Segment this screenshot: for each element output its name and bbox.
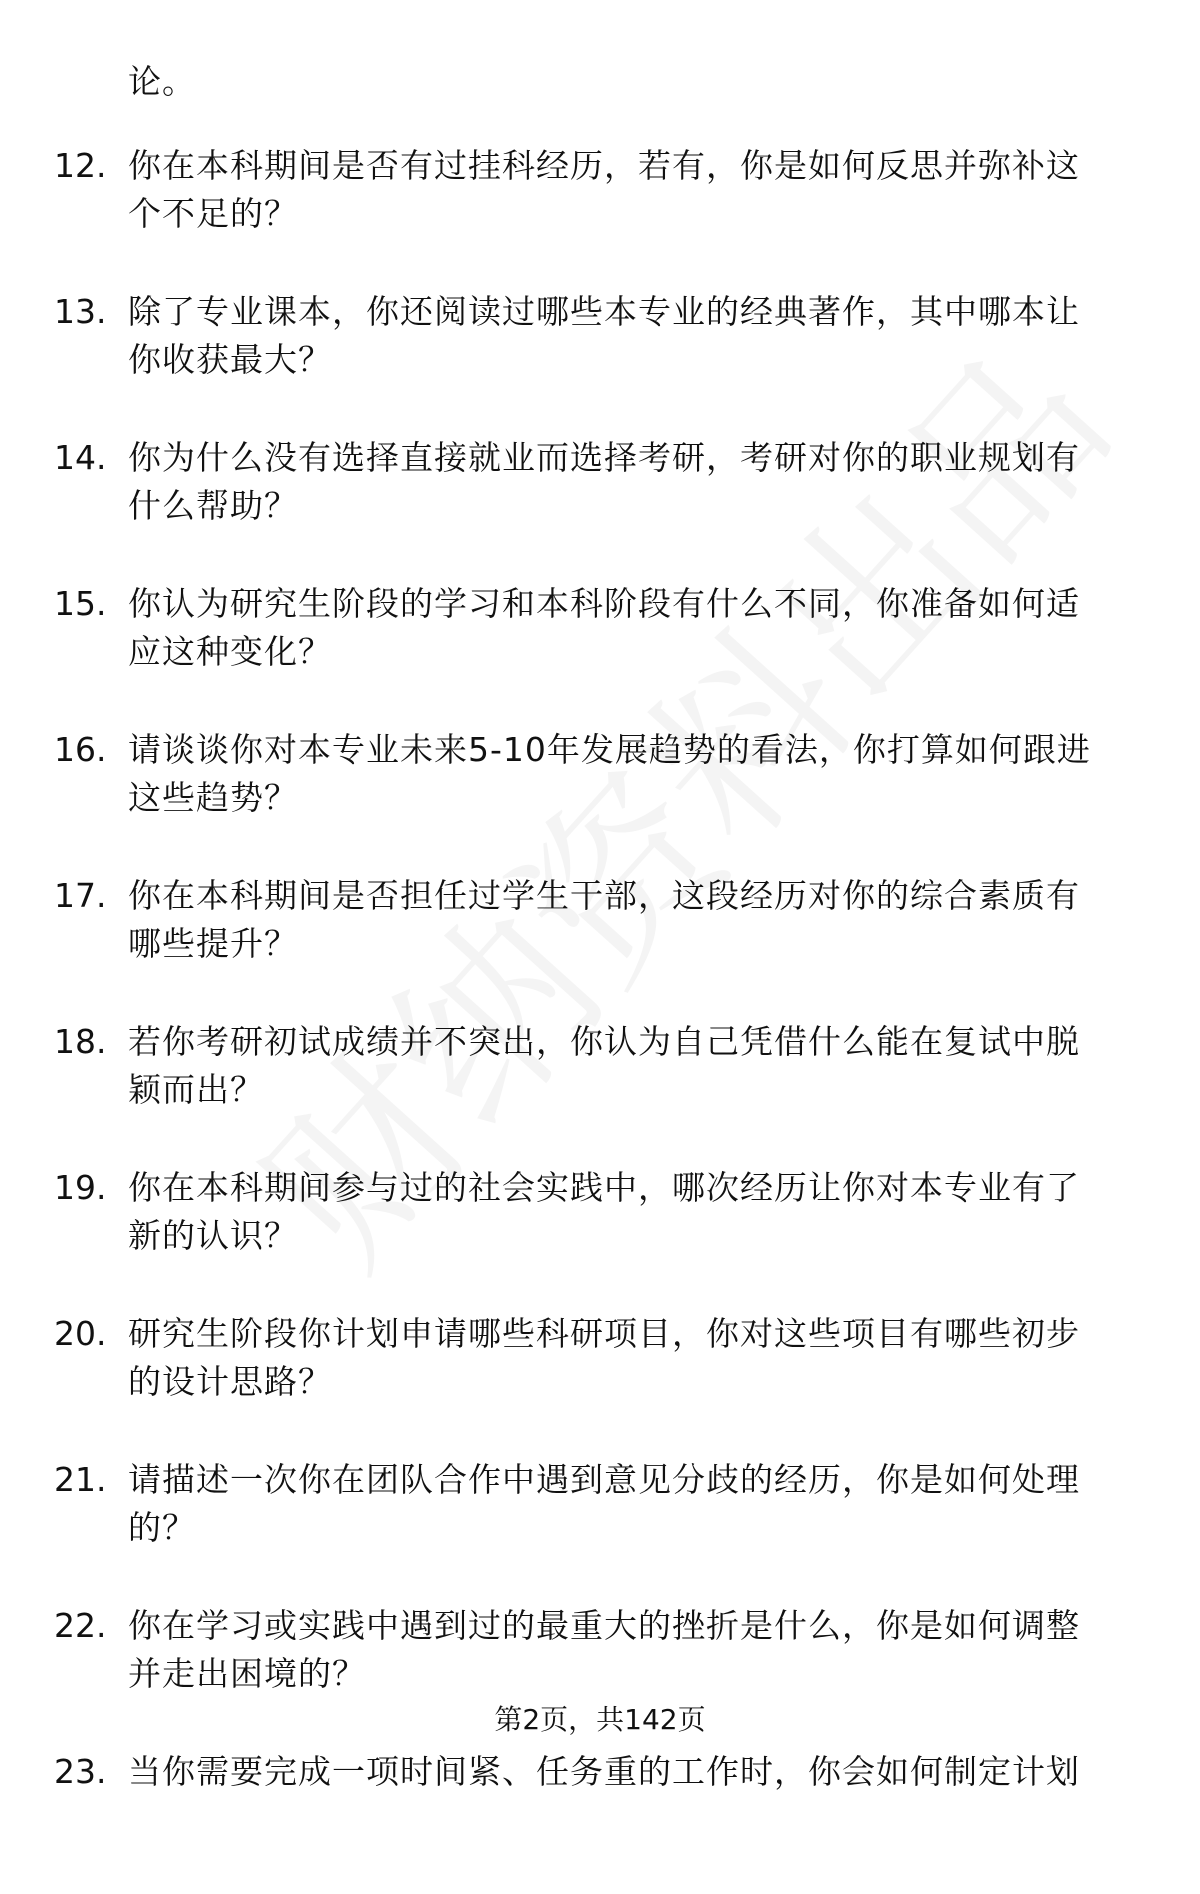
question-item-15 xyxy=(0,580,1200,726)
question-item-12 xyxy=(0,142,1200,288)
question-text: 若你考研初试成绩并不突出，你认为自己凭借什么能在复试中脱 颖而出？ xyxy=(128,1022,1080,1109)
question-item-16 xyxy=(0,726,1200,872)
question-number: 20. xyxy=(54,1314,107,1353)
question-number: 21. xyxy=(54,1460,107,1499)
question-text: 除了专业课本，你还阅读过哪些本专业的经典著作，其中哪本让 你收获最大？ xyxy=(128,292,1080,379)
question-number: 15. xyxy=(54,584,107,623)
question-text: 你在学习或实践中遇到过的最重大的挫折是什么，你是如何调整 并走出困境的？ xyxy=(128,1606,1080,1693)
question-text: 请描述一次你在团队合作中遇到意见分歧的经历，你是如何处理 的？ xyxy=(128,1460,1080,1547)
question-list xyxy=(0,142,1200,1894)
question-item-18 xyxy=(0,1018,1200,1164)
question-text: 你认为研究生阶段的学习和本科阶段有什么不同，你准备如何适 应这种变化？ xyxy=(128,584,1080,671)
question-text: 研究生阶段你计划申请哪些科研项目，你对这些项目有哪些初步 的设计思路？ xyxy=(128,1314,1080,1401)
question-item-13 xyxy=(0,288,1200,434)
question-item-19 xyxy=(0,1164,1200,1310)
question-text: 你在本科期间参与过的社会实践中，哪次经历让你对本专业有了 新的认识？ xyxy=(128,1168,1080,1255)
continuation-text: 论。 xyxy=(128,62,196,101)
question-item-23 xyxy=(0,1748,1200,1894)
question-number: 17. xyxy=(54,876,107,915)
question-number: 13. xyxy=(54,292,107,331)
question-number: 16. xyxy=(54,730,107,769)
question-text: 请谈谈你对本专业未来5-10年发展趋势的看法，你打算如何跟进 这些趋势？ xyxy=(128,730,1091,817)
question-number: 23. xyxy=(54,1752,107,1791)
question-number: 12. xyxy=(54,146,107,185)
question-number: 18. xyxy=(54,1022,107,1061)
question-number: 19. xyxy=(54,1168,107,1207)
question-text: 你为什么没有选择直接就业而选择考研，考研对你的职业规划有 什么帮助？ xyxy=(128,438,1080,525)
question-text: 你在本科期间是否有过挂科经历，若有，你是如何反思并弥补这 个不足的？ xyxy=(128,146,1080,233)
question-item-20 xyxy=(0,1310,1200,1456)
question-item-21 xyxy=(0,1456,1200,1602)
question-text: 你在本科期间是否担任过学生干部，这段经历对你的综合素质有 哪些提升？ xyxy=(128,876,1080,963)
question-text: 当你需要完成一项时间紧、任务重的工作时，你会如何制定计划 xyxy=(128,1752,1080,1791)
question-item-17 xyxy=(0,872,1200,1018)
page-footer: 第2页，共142页 xyxy=(494,1703,706,1736)
question-item-14 xyxy=(0,434,1200,580)
question-number: 22. xyxy=(54,1606,107,1645)
question-number: 14. xyxy=(54,438,107,477)
